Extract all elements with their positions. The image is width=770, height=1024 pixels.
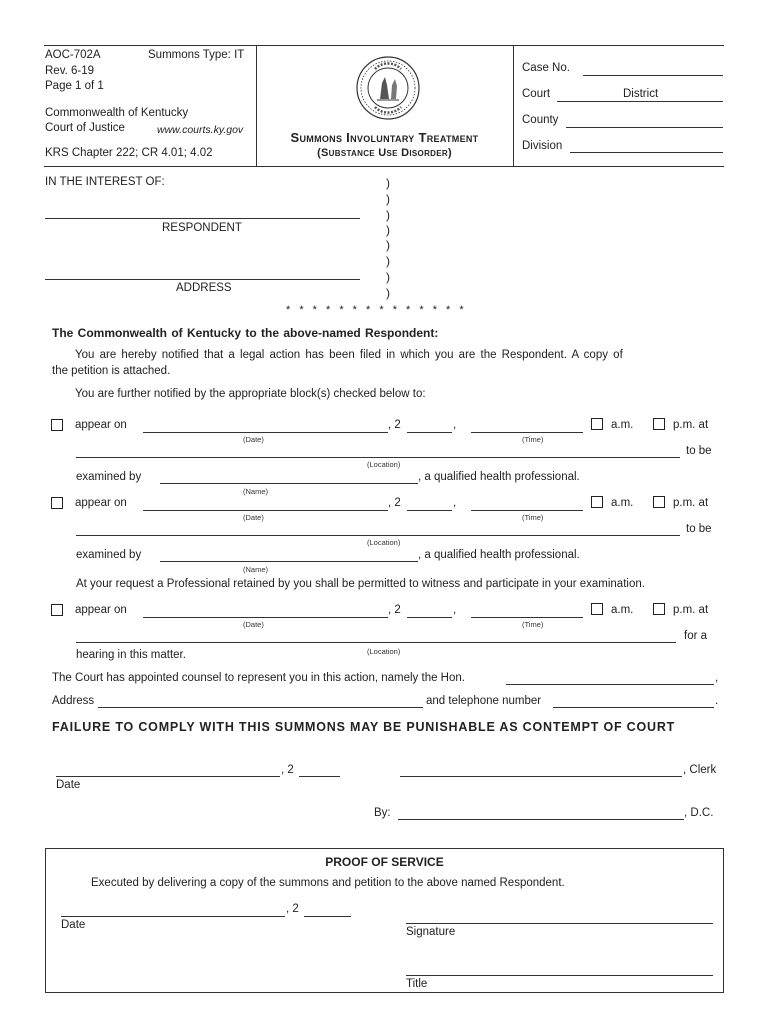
am-checkbox-3[interactable] <box>591 603 603 615</box>
address-label: ADDRESS <box>176 282 232 294</box>
deputy-clerk-field[interactable] <box>398 819 684 820</box>
appear-on-label: appear on <box>75 419 127 431</box>
year-prefix: , 2 <box>286 903 299 915</box>
appear-year-field-1[interactable] <box>407 432 452 433</box>
notified-line-1b: the petition is attached. <box>52 365 171 377</box>
proof-title: PROOF OF SERVICE <box>325 855 444 869</box>
kentucky-seal-icon <box>355 55 421 121</box>
clerk-label: , Clerk <box>683 764 717 776</box>
appear-date-field-1[interactable] <box>143 432 388 433</box>
appear-date-field-3[interactable] <box>143 617 388 618</box>
appear-year-field-3[interactable] <box>407 617 452 618</box>
qualified-label: , a qualified health professional. <box>418 471 580 483</box>
examiner-name-field-1[interactable] <box>160 483 418 484</box>
pm-at-label: p.m. at <box>673 497 709 509</box>
time-caption: (Time) <box>522 620 544 629</box>
pm-at-label: p.m. at <box>673 419 709 431</box>
county-field[interactable] <box>566 127 723 128</box>
appear-time-field-2[interactable] <box>471 510 583 511</box>
proof-date-label: Date <box>61 919 86 931</box>
location-caption: (Location) <box>367 647 401 656</box>
address-field[interactable] <box>45 279 360 280</box>
form-number: AOC-702A <box>45 49 101 61</box>
appear-year-field-2[interactable] <box>407 510 452 511</box>
date-caption: (Date) <box>243 620 264 629</box>
examined-by-label: examined by <box>76 549 142 561</box>
date-caption: (Date) <box>243 435 264 444</box>
appear-on-label: appear on <box>75 497 127 509</box>
appear-checkbox-1[interactable] <box>51 419 63 431</box>
location-field-3[interactable] <box>76 642 676 643</box>
proof-title-field[interactable] <box>406 975 713 976</box>
case-no-label: Case No. <box>522 62 570 74</box>
location-field-2[interactable] <box>76 535 680 536</box>
proof-executed-text: Executed by delivering a copy of the summons and petition to the above named Respondent. <box>91 877 565 889</box>
respondent-field[interactable] <box>45 218 360 219</box>
am-label: a.m. <box>611 604 634 616</box>
court-field[interactable] <box>557 101 723 102</box>
examined-by-label: examined by <box>76 471 142 483</box>
appear-time-field-3[interactable] <box>471 617 583 618</box>
form-subtitle: (Substance Use Disorder) <box>317 147 452 159</box>
time-caption: (Time) <box>522 513 544 522</box>
notified-line-2: You are further notified by the appropriate block(s) checked below to: <box>75 388 426 400</box>
sign-date-field[interactable] <box>56 776 280 777</box>
proof-title-label: Title <box>406 978 428 990</box>
appear-on-label: appear on <box>75 604 127 616</box>
website-link[interactable]: www.courts.ky.gov <box>157 124 244 136</box>
appear-date-field-2[interactable] <box>143 510 388 511</box>
case-no-field[interactable] <box>583 75 723 76</box>
location-field-1[interactable] <box>76 457 680 458</box>
date-caption: (Date) <box>243 513 264 522</box>
sign-date-label: Date <box>56 779 81 791</box>
location-caption: (Location) <box>367 460 401 469</box>
to-be-label: to be <box>686 523 712 535</box>
statutes: KRS Chapter 222; CR 4.01; 4.02 <box>45 147 213 159</box>
location-caption: (Location) <box>367 538 401 547</box>
name-caption: (Name) <box>243 487 269 496</box>
name-caption: (Name) <box>243 565 269 574</box>
counsel-line: The Court has appointed counsel to represent you in this action, namely the Hon. <box>52 672 465 684</box>
examiner-name-field-2[interactable] <box>160 561 418 562</box>
interest-of-label: IN THE INTEREST OF: <box>45 176 165 188</box>
commonwealth-label: Commonwealth of Kentucky <box>45 107 189 119</box>
page-number: Page 1 of 1 <box>45 80 104 92</box>
proof-date-field[interactable] <box>61 916 285 917</box>
division-label: Division <box>522 140 563 152</box>
telephone-label: and telephone number <box>426 695 542 707</box>
dc-label: , D.C. <box>684 807 714 819</box>
appear-time-field-1[interactable] <box>471 432 583 433</box>
am-label: a.m. <box>611 497 634 509</box>
county-label: County <box>522 114 559 126</box>
revision: Rev. 6-19 <box>45 65 95 77</box>
qualified-label: , a qualified health professional. <box>418 549 580 561</box>
proof-signature-field[interactable] <box>406 923 713 924</box>
court-of-justice: Court of Justice <box>45 122 125 134</box>
time-caption: (Time) <box>522 435 544 444</box>
appear-checkbox-2[interactable] <box>51 497 63 509</box>
to-be-label: to be <box>686 445 712 457</box>
pm-checkbox-1[interactable] <box>653 418 665 430</box>
by-label: By: <box>374 807 391 819</box>
pm-checkbox-3[interactable] <box>653 603 665 615</box>
notified-line-1: You are hereby notified that a legal action has been filed in which you are the Respondent. A copy of <box>75 349 623 361</box>
appear-checkbox-3[interactable] <box>51 604 63 616</box>
star-divider: * * * * * * * * * * * * * * <box>286 304 464 316</box>
pm-checkbox-2[interactable] <box>653 496 665 508</box>
year-prefix: , 2 <box>388 604 401 616</box>
counsel-phone-field[interactable] <box>553 707 714 708</box>
am-checkbox-1[interactable] <box>591 418 603 430</box>
counsel-name-field[interactable] <box>506 684 714 685</box>
am-checkbox-2[interactable] <box>591 496 603 508</box>
division-field[interactable] <box>570 152 723 153</box>
failure-warning: FAILURE TO COMPLY WITH THIS SUMMONS MAY BE PUNISHABLE AS CONTEMPT OF COURT <box>52 720 676 734</box>
summons-type: Summons Type: IT <box>148 49 245 61</box>
for-a-label: for a <box>684 630 708 642</box>
proof-of-service-box <box>45 848 724 993</box>
am-label: a.m. <box>611 419 634 431</box>
year-prefix: , 2 <box>388 419 401 431</box>
proof-year-field[interactable] <box>304 916 351 917</box>
sign-year-field[interactable] <box>299 776 340 777</box>
year-prefix: , 2 <box>281 764 294 776</box>
clerk-signature-field[interactable] <box>400 776 682 777</box>
pm-at-label: p.m. at <box>673 604 709 616</box>
professional-note: At your request a Professional retained by you shall be permitted to witness and participate in your examination. <box>76 578 645 590</box>
commonwealth-line: The Commonwealth of Kentucky to the above-named Respondent: <box>52 326 439 340</box>
year-prefix: , 2 <box>388 497 401 509</box>
respondent-label: RESPONDENT <box>162 222 242 234</box>
form-title: Summons Involuntary Treatment <box>290 130 479 145</box>
court-value: District <box>623 88 659 100</box>
counsel-address-field[interactable] <box>98 707 423 708</box>
counsel-address-label: Address <box>52 695 95 707</box>
hearing-label: hearing in this matter. <box>76 649 186 661</box>
court-label: Court <box>522 88 551 100</box>
proof-signature-label: Signature <box>406 926 456 938</box>
